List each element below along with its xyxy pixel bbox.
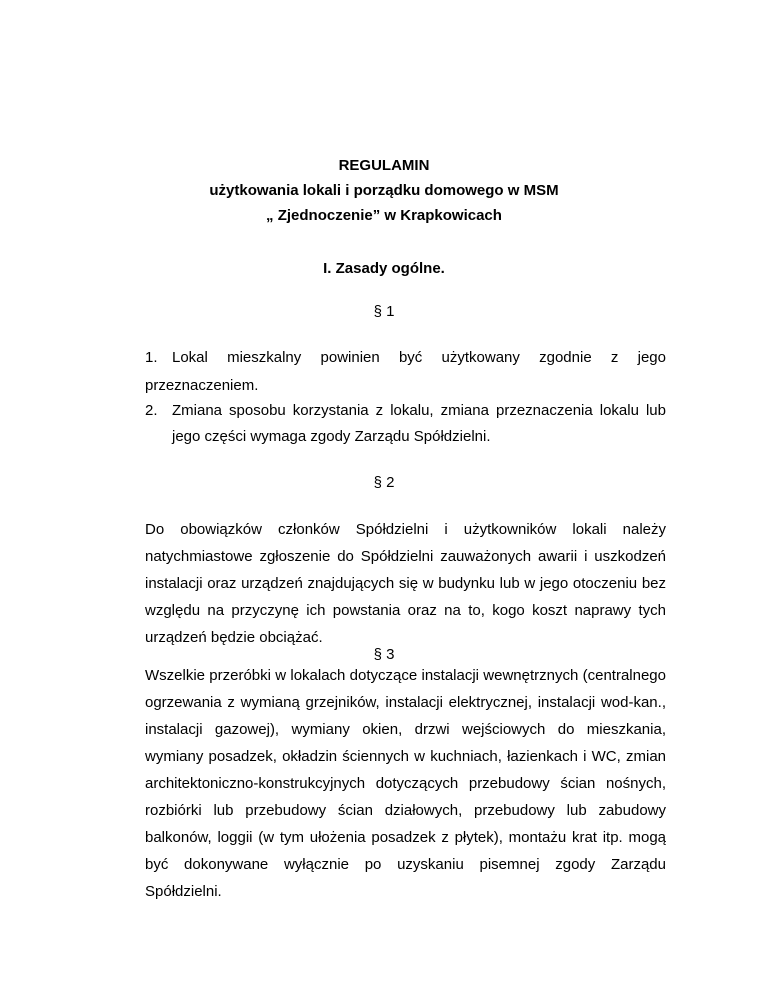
chapter-heading: I. Zasady ogólne. — [323, 260, 445, 277]
section-mark-2: § 2 — [373, 474, 395, 491]
section-mark-3: § 3 — [373, 646, 395, 663]
section-2-paragraph: Do obowiązków członków Spółdzielni i użytkowników lokali należy natychmiastowe zgłoszenie do Spółdzielni zauważonych awarii i uszkodzeń instalacji oraz urządzeń znajdujących się w budynku lub w jego otoczeniu bez względu na przyczynę ich powstania oraz na to, kogo koszt naprawy tych urządzeń będzie obciążać. — [145, 521, 666, 646]
list-item-text-continuation: przeznaczeniem. — [145, 377, 259, 394]
list-item-text-line: Lokal mieszkalny powinien być użytkowany zgodnie z jego — [172, 349, 666, 366]
list-item-text-content: Zmiana sposobu korzystania z lokalu, zmiana przeznaczenia lokalu lub jego części wymaga zgody Zarządu Spółdzielni. — [172, 402, 666, 445]
section-3-paragraph: Wszelkie przeróbki w lokalach dotyczące instalacji wewnętrznych (centralnego ogrzewania z wymianą grzejników, instalacji elektrycznej, instalacji wod-kan., instalacji gazowej), wymiany okien, drzwi wejściowych do mieszkania, wymiany posadzek, okładzin ściennych w kuchniach, łazienkach i WC, zmian architektoniczno-konstrukcyjnych dotyczących przebudowy ścian nośnych, rozbiórki lub przebudowy ścian działowych, przebudowy lub zabudowy balkonów, loggii (w tym ułożenia posadzek z płytek), montażu krat itp. mogą być dokonywane wyłącznie po uzyskaniu pisemnej zgody Zarządu Spółdzielni. — [145, 667, 666, 900]
list-item-number: 2. — [145, 402, 158, 419]
document-subtitle: użytkowania lokali i porządku domowego w MSM — [209, 182, 559, 199]
document-title: REGULAMIN — [338, 157, 430, 174]
section-mark-1: § 1 — [373, 303, 395, 320]
document-organization: „ Zjednoczenie” w Krapkowicach — [266, 207, 502, 224]
list-item-number: 1. — [145, 349, 158, 366]
list-item-text — [172, 398, 666, 450]
